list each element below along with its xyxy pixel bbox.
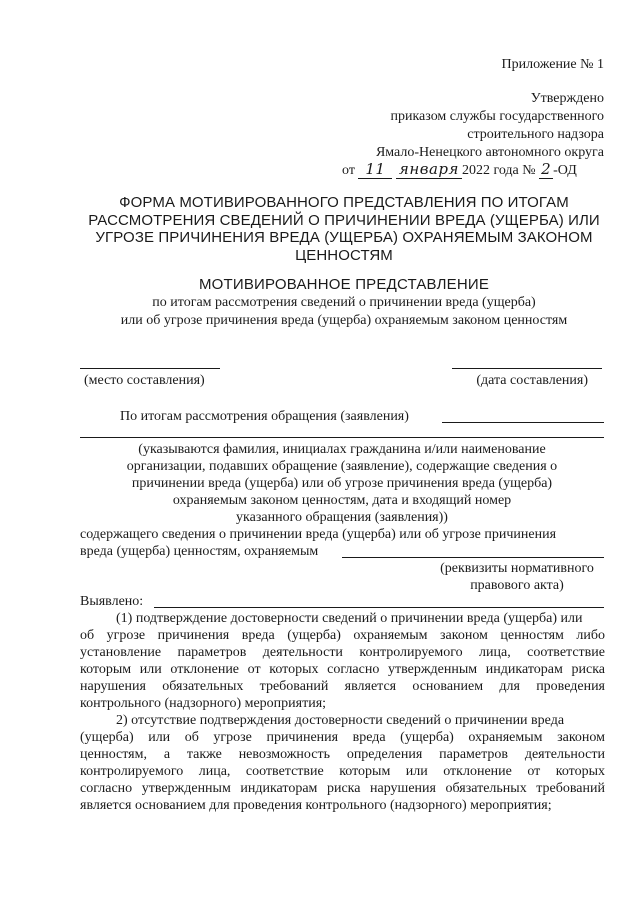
item2-line-3: ценностям, а также невозможность определения параметров деятельности <box>80 747 605 762</box>
item1-line-5: нарушения обязательных требований является основанием для проведения <box>80 679 605 694</box>
approved-label: Утверждено <box>530 91 604 106</box>
subtitle-line-1: по итогам рассмотрения сведений о причинении вреда (ущерба) <box>152 295 536 310</box>
form-title-line-2: РАССМОТРЕНИЯ СВЕДЕНИЙ О ПРИЧИНЕНИИ ВРЕДА (УЩЕРБА) ИЛИ <box>88 212 600 229</box>
appeal-line: По итогам рассмотрения обращения (заявления) <box>120 409 409 424</box>
place-label: (место составления) <box>84 373 205 388</box>
revealed-label: Выявлено: <box>80 594 144 609</box>
appeal-hint-line-4: охраняемым законом ценностям, дата и входящий номер <box>172 493 512 508</box>
order-suffix: -ОД <box>553 163 577 178</box>
requisites-field-line[interactable] <box>342 557 604 558</box>
order-number: 2 <box>541 160 552 178</box>
date-day: 11 <box>358 160 392 179</box>
appeal-field-line-2[interactable] <box>80 437 604 438</box>
date-label: (дата составления) <box>476 373 588 388</box>
appeal-hint-line-2: организации, подавших обращение (заявление), содержащие сведения о <box>126 459 558 474</box>
order-line-1: приказом службы государственного <box>390 109 604 124</box>
date-field-line[interactable] <box>452 368 602 369</box>
item2-line-2: (ущерба) или об угрозе причинения вреда (ущерба) охраняемым законом <box>80 730 605 745</box>
appendix-label: Приложение № 1 <box>501 57 604 72</box>
appeal-field-line[interactable] <box>442 422 604 423</box>
revealed-field-line[interactable] <box>154 607 604 608</box>
appeal-hint-line-3: причинении вреда (ущерба) или об угрозе причинения вреда (ущерба) <box>131 476 553 491</box>
item1-line-3: установление параметров деятельности контролируемого лица, соответствие <box>80 645 605 660</box>
requisites-hint-line-2: правового акта) <box>470 578 564 593</box>
appeal-hint-line-1: (указываются фамилия, инициалах гражданина и/или наименование <box>138 442 546 457</box>
date-prefix: от <box>342 163 355 178</box>
doc-subtitle: МОТИВИРОВАННОЕ ПРЕДСТАВЛЕНИЕ <box>198 276 490 293</box>
item1-line-6: контрольного (надзорного) мероприятия; <box>80 696 327 711</box>
containing-line-1: содержащего сведения о причинении вреда (ущерба) или об угрозе причинения <box>80 527 557 542</box>
containing-line-2: вреда (ущерба) ценностям, охраняемым <box>80 544 319 559</box>
form-title-line-4: ЦЕННОСТЯМ <box>295 247 393 264</box>
item1-line-4: которым или отклонение от которых согласно утвержденным индикаторам риска <box>80 662 605 677</box>
requisites-hint-line-1: (реквизиты нормативного <box>440 561 594 576</box>
item1-line-2: об угрозе причинения вреда (ущерба) охраняемым законом ценностям либо <box>80 628 605 643</box>
item2-line-4: контролируемого лица, соответствие которым или отклонение от которых <box>80 764 605 779</box>
order-line-2: строительного надзора <box>467 127 604 142</box>
form-title-line-3: УГРОЗЕ ПРИЧИНЕНИЯ ВРЕДА (УЩЕРБА) ОХРАНЯЕМЫМ ЗАКОНОМ <box>95 229 593 246</box>
date-year: 2022 года № <box>461 163 536 178</box>
order-date-line <box>342 160 577 180</box>
form-title-line-1: ФОРМА МОТИВИРОВАННОГО ПРЕДСТАВЛЕНИЯ ПО ИТОГАМ <box>119 194 569 211</box>
item2-line-6: является основанием для проведения контрольного (надзорного) мероприятия; <box>80 798 552 813</box>
date-month: января <box>396 160 462 179</box>
item1-line-1: (1) подтверждение достоверности сведений о причинении вреда (ущерба) или <box>116 611 583 626</box>
subtitle-line-2: или об угрозе причинения вреда (ущерба) охраняемым законом ценностям <box>120 313 568 328</box>
appeal-hint-line-5: указанного обращения (заявления)) <box>236 510 448 525</box>
order-line-3: Ямало-Ненецкого автономного округа <box>375 145 604 160</box>
place-field-line[interactable] <box>80 368 220 369</box>
item2-line-1: 2) отсутствие подтверждения достоверности сведений о причинении вреда <box>116 713 565 728</box>
item2-line-5: согласно утвержденным индикаторам риска нарушения обязательных требований <box>80 781 605 796</box>
